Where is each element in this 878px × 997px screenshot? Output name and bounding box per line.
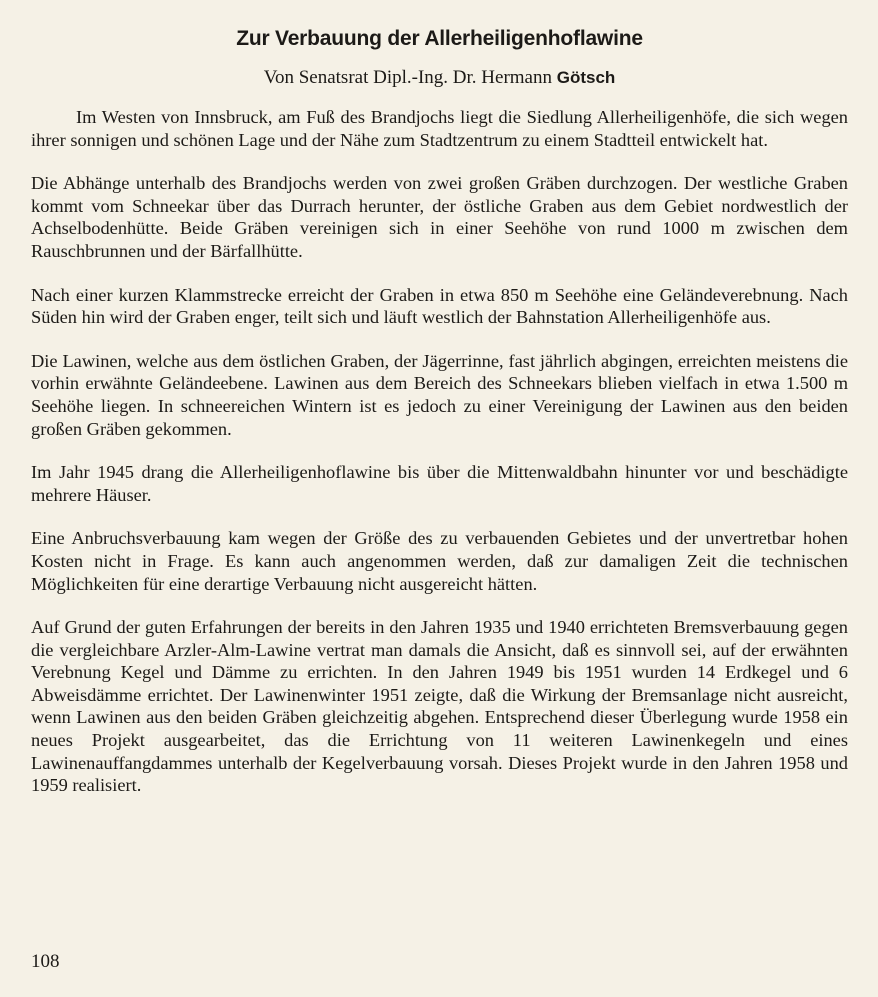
byline-prefix: Von Senatsrat Dipl.-Ing. Dr. Hermann [263, 67, 552, 88]
paragraph: Im Westen von Innsbruck, am Fuß des Brandjochs liegt die Siedlung Allerheiligenhöfe, die sich wegen ihrer sonnigen und schönen Lage und der Nähe zum Stadtzentrum zu einem Stadtteil entwickelt hat. [31, 107, 848, 150]
article-title: Zur Verbauung der Allerheiligenhoflawine [236, 27, 643, 50]
paragraph: Auf Grund der guten Erfahrungen der bereits in den Jahren 1935 und 1940 errichteten Bremsverbauung gegen die vergleichbare Arzler-Alm-Lawine vertrat man damals die Ansicht, daß es sinnvoll sei, auf der erwähnten Verebnung Kegel und Dämme zu errichten. In den Jahren 1949 bis 1951 wurden 14 Erdkegel und 6 Abweisdämme errichtet. Der Lawinenwinter 1951 zeigte, daß die Wirkung der Bremsanlage nicht ausreicht, wenn Lawinen aus den beiden Gräben gleichzeitig abgehen. Entsprechend dieser Überlegung wurde 1958 ein neues Projekt ausgearbeitet, das die Errichtung von 11 weiteren Lawinenkegeln und eines Lawinenauffangdammes unterhalb der Kegelverbauung vorsah. Dieses Projekt wurde in den Jahren 1958 und 1959 realisiert. [31, 617, 848, 796]
paragraph: Die Lawinen, welche aus dem östlichen Graben, der Jägerrinne, fast jährlich abgingen, erreichten meistens die vorhin erwähnte Geländeebene. Lawinen aus dem Bereich des Schneekars blieben vielfach in etwa 1.500 m Seehöhe liegen. In schneereichen Wintern ist es jedoch zu einer Vereinigung der Lawinen aus den beiden großen Gräben gekommen. [31, 350, 848, 439]
paragraph: Die Abhänge unterhalb des Brandjochs werden von zwei großen Gräben durchzogen. Der westliche Graben kommt vom Schneekar über das Durrach herunter, der östliche Graben aus dem Gebiet nordwestlich der Achselbodenhütte. Beide Gräben vereinigen sich in einer Seehöhe von rund 1000 m zwischen dem Rauschbrunnen und der Bärfallhütte. [31, 173, 848, 261]
paragraph: Im Jahr 1945 drang die Allerheiligenhoflawine bis über die Mittenwaldbahn hinunter vor und beschädigte mehrere Häuser. [31, 462, 848, 505]
author-byline [31, 66, 848, 90]
article-body [31, 106, 848, 797]
paragraph: Nach einer kurzen Klammstrecke erreicht der Graben in etwa 850 m Seehöhe eine Geländeverebnung. Nach Süden hin wird der Graben enger, teilt sich und läuft westlich der Bahnstation Allerheiligenhöfe aus. [31, 284, 848, 328]
page-number: 108 [31, 951, 60, 972]
author-surname: Götsch [556, 68, 616, 87]
paragraph: Eine Anbruchsverbauung kam wegen der Größe des zu verbauenden Gebietes und der unvertretbar hohen Kosten nicht in Frage. Es kann auch angenommen werden, daß zur damaligen Zeit die technischen Möglichkeiten für eine derartige Verbauung nicht ausgereicht hätten. [31, 528, 848, 594]
